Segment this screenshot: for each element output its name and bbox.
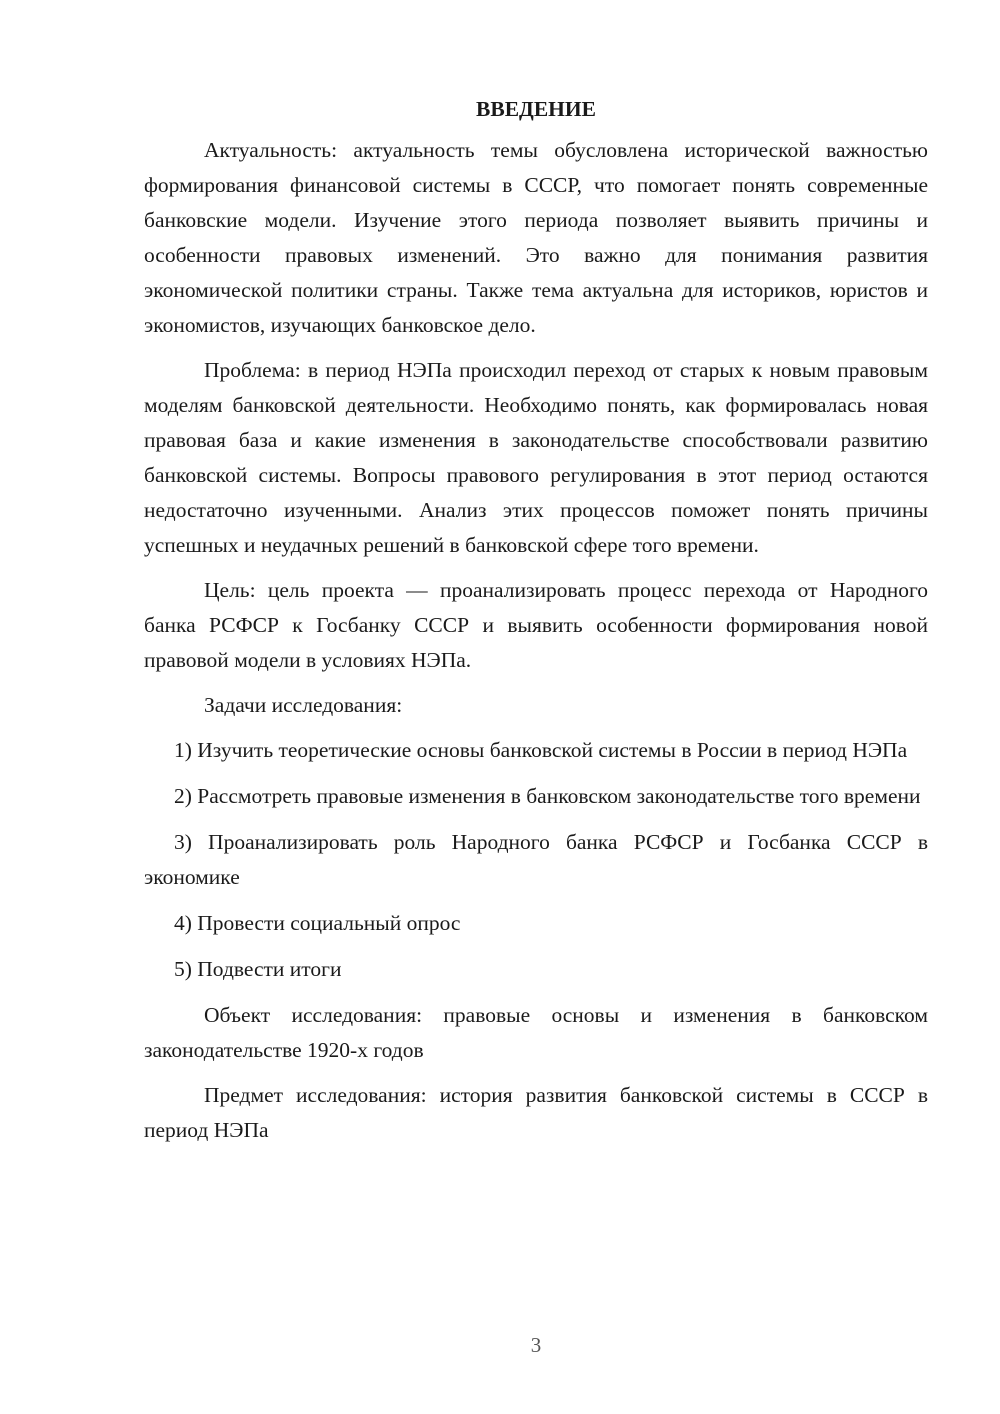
page-number: 3 [530,1333,542,1357]
relevance-paragraph: Актуальность: актуальность темы обусловлена исторической важностью формирования финансовой системы в СССР, что помогает понять современные банковские модели. Изучение этого периода позволяет выявить причины и особенности правовых изменений. Это важно для понимания развития экономической политики страны. Также тема актуальна для историков, юристов и экономистов, изучающих банковское дело. [144,138,928,337]
task-item-4: 4) Провести социальный опрос [174,911,461,935]
goal-paragraph: Цель: цель проекта — проанализировать процесс перехода от Народного банка РСФСР к Госбанку СССР и выявить особенности формирования новой правовой модели в условиях НЭПа. [144,578,928,672]
task-item-3: 3) Проанализировать роль Народного банка РСФСР и Госбанка СССР в экономике [144,830,928,889]
object-paragraph: Объект исследования: правовые основы и изменения в банковском законодательстве 1920-х годов [144,1003,928,1062]
document-page [144,92,928,1158]
tasks-heading: Задачи исследования: [204,693,403,717]
subject-paragraph: Предмет исследования: история развития банковской системы в СССР в период НЭПа [144,1083,928,1142]
section-title: ВВЕДЕНИЕ [476,97,596,121]
task-item-5: 5) Подвести итоги [174,957,342,981]
task-item-1: 1) Изучить теоретические основы банковской системы в России в период НЭПа [174,738,908,762]
problem-paragraph: Проблема: в период НЭПа происходил переход от старых к новым правовым моделям банковской деятельности. Необходимо понять, как формировалась новая правовая база и какие изменения в законодательстве способствовали развитию банковской системы. Вопросы правового регулирования в этот период остаются недостаточно изученными. Анализ этих процессов поможет понять причины успешных и неудачных решений в банковской сфере того времени. [144,358,928,557]
task-item-2: 2) Рассмотреть правовые изменения в банковском законодательстве того времени [174,784,921,808]
